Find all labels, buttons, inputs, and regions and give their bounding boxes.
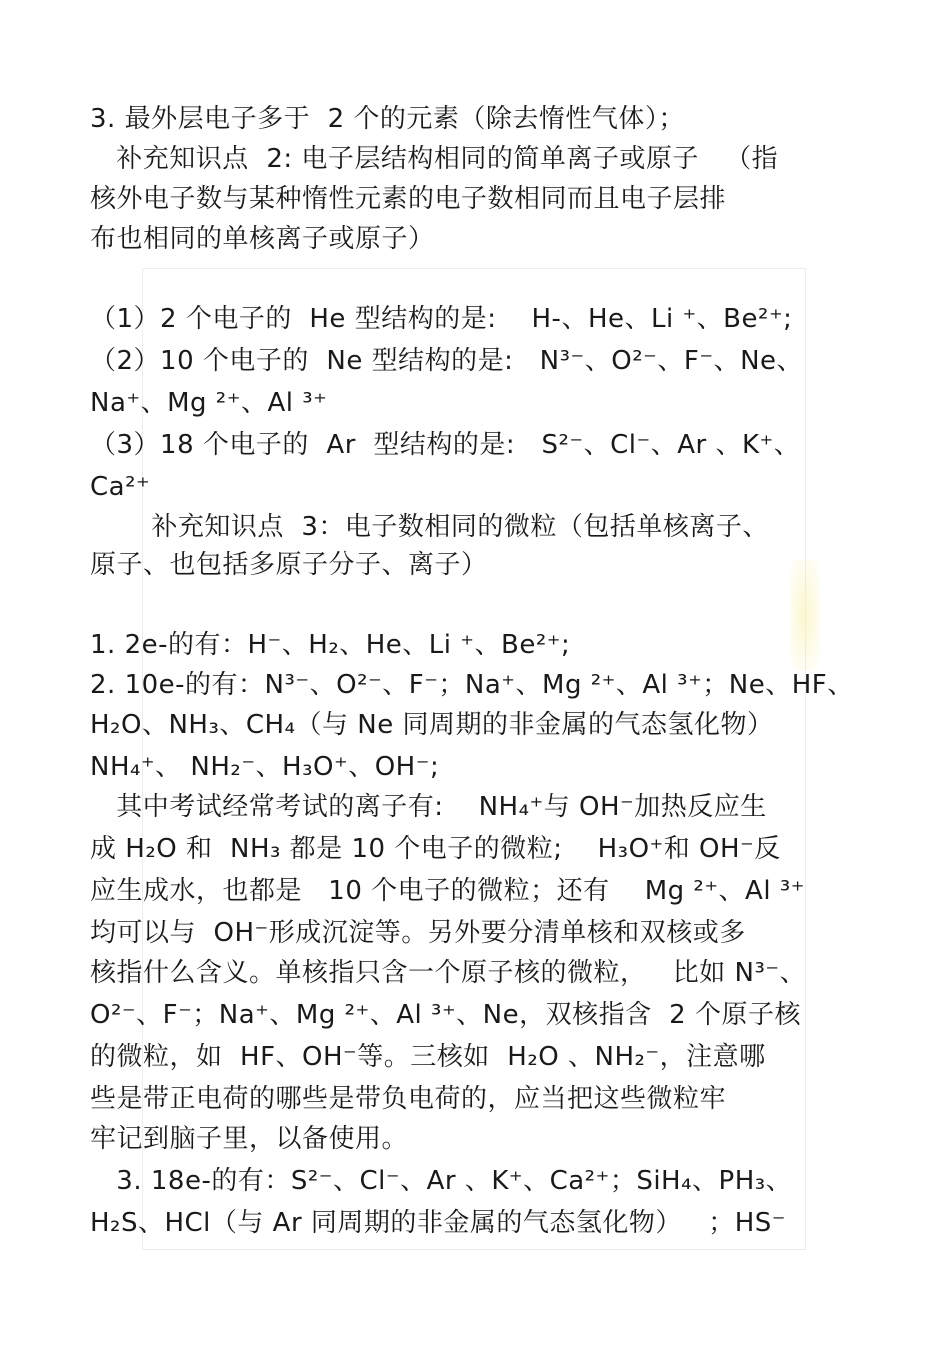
- line-supplement-3: 补充知识点 3：电子数相同的微粒（包括单核离子、: [90, 512, 769, 542]
- line-mononuclear-b: O²⁻、F⁻；Na⁺、Mg ²⁺、Al ³⁺、Ne，双核指含 2 个原子核: [90, 1000, 801, 1030]
- line-10e-b: H₂O、NH₃、CH₄（与 Ne 同周期的非金属的气态氢化物）: [90, 710, 774, 740]
- line-2e: 1. 2e-的有：H⁻、H₂、He、Li ⁺、Be²⁺;: [90, 630, 571, 660]
- line-ar-type: （3）18 个电子的 Ar 型结构的是: S²⁻、Cl⁻、Ar 、K⁺、: [90, 430, 801, 460]
- line-exam-ions: 其中考试经常考试的离子有: NH₄⁺与 OH⁻加热反应生: [90, 792, 767, 822]
- line-supplement-2-c: 布也相同的单核离子或原子）: [90, 224, 435, 254]
- line-ne-type-b: Na⁺、Mg ²⁺、Al ³⁺: [90, 388, 328, 418]
- line-mononuclear: 核指什么含义。单核指只含一个原子核的微粒， 比如 N³⁻、: [90, 958, 807, 988]
- line-trinuclear: 的微粒，如 HF、OH⁻等。三核如 H₂O 、NH₂⁻，注意哪: [90, 1042, 766, 1072]
- line-rule-3: 3. 最外层电子多于 2 个的元素（除去惰性气体）；: [90, 104, 685, 134]
- line-18e: 3. 18e-的有：S²⁻、Cl⁻、Ar 、K⁺、Ca²⁺；SiH₄、PH₃、: [90, 1166, 793, 1196]
- line-charge-note-b: 牢记到脑子里，以备使用。: [90, 1124, 409, 1154]
- line-ne-type: （2）10 个电子的 Ne 型结构的是: N³⁻、O²⁻、F⁻、Ne、: [90, 346, 804, 376]
- line-exam-ions-d: 均可以与 OH⁻形成沉淀等。另外要分清单核和双核或多: [90, 918, 746, 948]
- line-10e: 2. 10e-的有：N³⁻、O²⁻、F⁻；Na⁺、Mg ²⁺、Al ³⁺；Ne、HF、: [90, 670, 854, 700]
- line-10e-c: NH₄⁺、 NH₂⁻、H₃O⁺、OH⁻;: [90, 752, 440, 782]
- line-supplement-2: 补充知识点 2: 电子层结构相同的简单离子或原子 （指: [90, 144, 779, 174]
- line-supplement-3-b: 原子、也包括多原子分子、离子）: [90, 550, 488, 580]
- line-ar-type-b: Ca²⁺: [90, 472, 151, 502]
- line-18e-b: H₂S、HCl（与 Ar 同周期的非金属的气态氢化物） ；HS⁻: [90, 1208, 786, 1238]
- line-exam-ions-b: 成 H₂O 和 NH₃ 都是 10 个电子的微粒; H₃O⁺和 OH⁻反: [90, 834, 781, 864]
- line-charge-note: 些是带正电荷的哪些是带负电荷的，应当把这些微粒牢: [90, 1084, 727, 1114]
- line-he-type: （1）2 个电子的 He 型结构的是: H-、He、Li ⁺、Be²⁺;: [90, 304, 793, 334]
- paper-stain: [790, 560, 820, 670]
- line-exam-ions-c: 应生成水，也都是 10 个电子的微粒；还有 Mg ²⁺、Al ³⁺: [90, 876, 805, 906]
- line-supplement-2-b: 核外电子数与某种惰性元素的电子数相同而且电子层排: [90, 184, 727, 214]
